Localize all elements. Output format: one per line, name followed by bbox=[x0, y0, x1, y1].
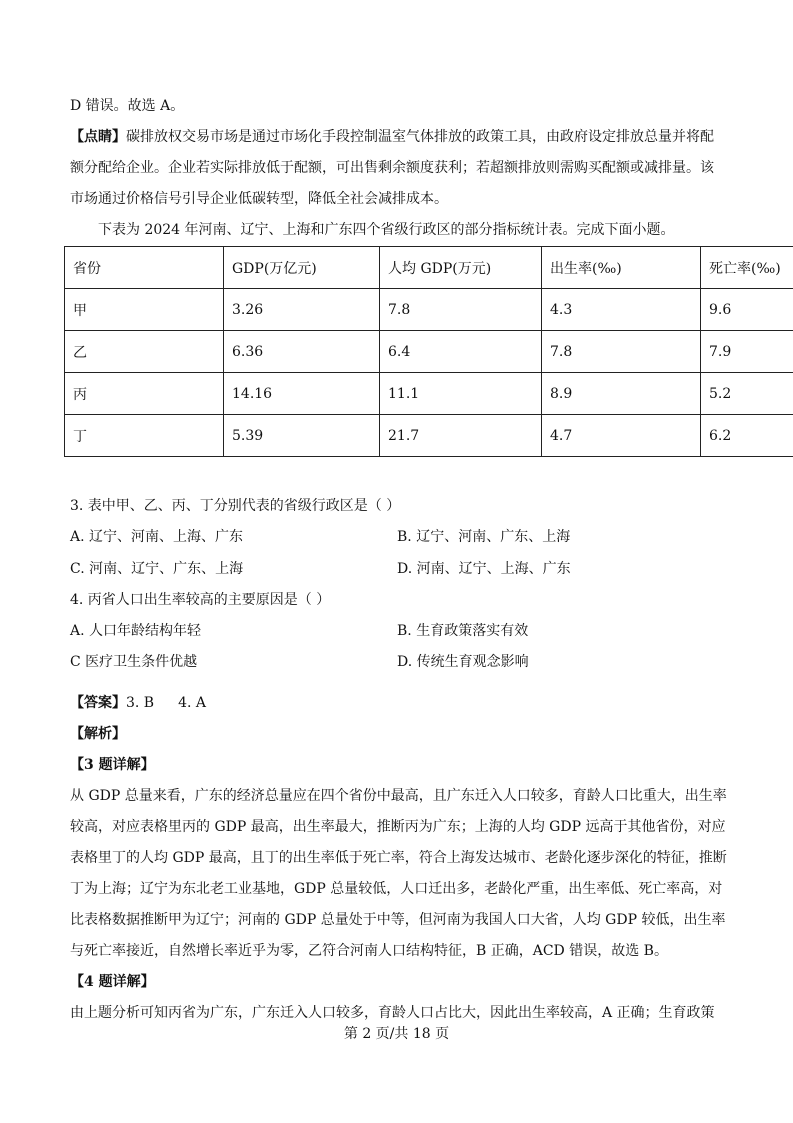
q4-option-d: D. 传统生育观念影响 bbox=[397, 654, 529, 670]
detail-4-label: 【4 题详解】 bbox=[70, 974, 155, 990]
q3-option-a: A. 辽宁、河南、上海、广东 bbox=[70, 529, 244, 545]
q4-option-a: A. 人口年龄结构年轻 bbox=[70, 623, 202, 639]
q3-option-c: C. 河南、辽宁、广东、上海 bbox=[70, 561, 244, 577]
answer-4: 4. A bbox=[178, 695, 207, 711]
table-header-cell: 省份 bbox=[65, 247, 224, 289]
detail-3-line: 比表格数据推断甲为辽宁；河南的 GDP 总量处于中等，但河南为我国人口大省，人均 GDP 较低，出生率 bbox=[70, 912, 726, 928]
table-cell: 4.7 bbox=[542, 415, 701, 457]
q4-option-c: C 医疗卫生条件优越 bbox=[70, 654, 198, 670]
table-row bbox=[65, 289, 793, 331]
table-header-cell: 人均 GDP(万元) bbox=[380, 247, 542, 289]
table-cell: 21.7 bbox=[380, 415, 542, 457]
text-line: 市场通过价格信号引导企业低碳转型，降低全社会减排成本。 bbox=[70, 191, 448, 207]
page-footer: 第 2 页/共 18 页 bbox=[343, 1026, 450, 1042]
table-row bbox=[65, 373, 793, 415]
statistics-table bbox=[64, 246, 793, 457]
table-cell: 5.2 bbox=[701, 373, 793, 415]
detail-3-line: 从 GDP 总量来看，广东的经济总量应在四个省份中最高，且广东迁入人口较多，育龄人口比重大，出生率 bbox=[70, 788, 727, 804]
table-header-row bbox=[65, 247, 793, 289]
table-cell: 7.8 bbox=[542, 331, 701, 373]
table-cell: 乙 bbox=[65, 331, 224, 373]
table-cell: 丁 bbox=[65, 415, 224, 457]
table-cell: 6.2 bbox=[701, 415, 793, 457]
table-cell: 甲 bbox=[65, 289, 224, 331]
table-header-cell: 出生率(‰) bbox=[542, 247, 701, 289]
detail-4-line: 由上题分析可知丙省为广东，广东迁入人口较多，育龄人口占比大，因此出生率较高，A 正确；生育政策 bbox=[70, 1005, 715, 1021]
detail-3-line: 丁为上海；辽宁为东北老工业基地，GDP 总量较低，人口迁出多，老龄化严重，出生率低、死亡率高，对 bbox=[70, 881, 723, 897]
table-cell: 5.39 bbox=[224, 415, 380, 457]
table-cell: 7.9 bbox=[701, 331, 793, 373]
table-cell: 11.1 bbox=[380, 373, 542, 415]
table-header-cell: GDP(万亿元) bbox=[224, 247, 380, 289]
text-line: 额分配给企业。企业若实际排放低于配额，可出售剩余额度获利；若超额排放则需购买配额或减排量。该 bbox=[70, 160, 714, 176]
text-line-tip bbox=[70, 127, 730, 147]
detail-3-line: 表格里丁的人均 GDP 最高，且丁的出生率低于死亡率，符合上海发达城市、老龄化逐步深化的特征，推断 bbox=[70, 850, 727, 866]
table-cell: 9.6 bbox=[701, 289, 793, 331]
analysis-label: 【解析】 bbox=[70, 726, 126, 742]
q3-option-d: D. 河南、辽宁、上海、广东 bbox=[397, 561, 571, 577]
detail-3-line: 较高，对应表格里丙的 GDP 最高，出生率最大，推断丙为广东；上海的人均 GDP 远高于其他省份，对应 bbox=[70, 819, 726, 835]
table-cell: 14.16 bbox=[224, 373, 380, 415]
text-line: D 错误。故选 A。 bbox=[70, 98, 185, 114]
question-3-stem: 3. 表中甲、乙、丙、丁分别代表的省级行政区是（ ） bbox=[70, 498, 401, 514]
table-intro: 下表为 2024 年河南、辽宁、上海和广东四个省级行政区的部分指标统计表。完成下面小题。 bbox=[98, 222, 675, 238]
answer-line bbox=[70, 693, 730, 713]
table-cell: 6.4 bbox=[380, 331, 542, 373]
table-row bbox=[65, 415, 793, 457]
table-cell: 8.9 bbox=[542, 373, 701, 415]
tip-label: 【点睛】 bbox=[70, 129, 126, 145]
q3-option-b: B. 辽宁、河南、广东、上海 bbox=[397, 529, 571, 545]
detail-3-line: 与死亡率接近，自然增长率近乎为零，乙符合河南人口结构特征，B 正确，ACD 错误，故选 B。 bbox=[70, 943, 668, 959]
table-cell: 6.36 bbox=[224, 331, 380, 373]
table-row bbox=[65, 331, 793, 373]
tip-text: 碳排放权交易市场是通过市场化手段控制温室气体排放的政策工具，由政府设定排放总量并将配 bbox=[126, 129, 714, 145]
table-cell: 7.8 bbox=[380, 289, 542, 331]
answer-3: 3. B bbox=[126, 695, 155, 711]
answer-label: 【答案】 bbox=[70, 695, 126, 711]
detail-3-label: 【3 题详解】 bbox=[70, 757, 155, 773]
table-cell: 丙 bbox=[65, 373, 224, 415]
table-cell: 3.26 bbox=[224, 289, 380, 331]
q4-option-b: B. 生育政策落实有效 bbox=[397, 623, 529, 639]
question-4-stem: 4. 丙省人口出生率较高的主要原因是（ ） bbox=[70, 592, 331, 608]
table-cell: 4.3 bbox=[542, 289, 701, 331]
table-header-cell: 死亡率(‰) bbox=[701, 247, 793, 289]
